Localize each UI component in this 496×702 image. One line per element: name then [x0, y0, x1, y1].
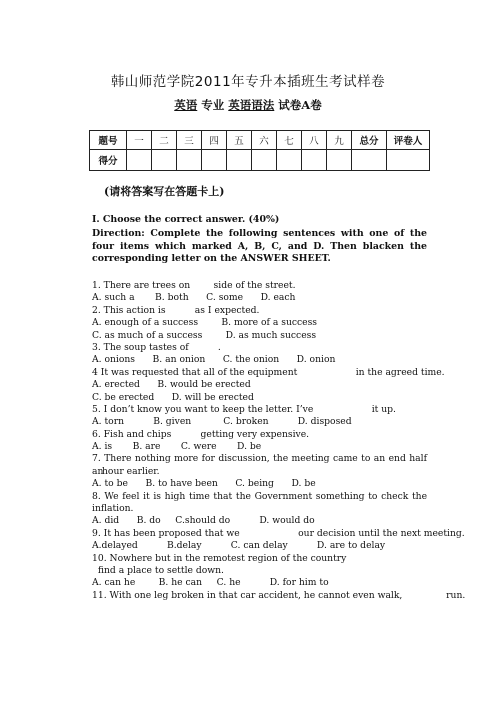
score-blank-cell: [352, 150, 387, 171]
answer-sheet-note: (请将答案写在答题卡上): [104, 185, 225, 198]
score-blank-cell: [387, 150, 430, 171]
score-blank-cell: [177, 150, 202, 171]
score-blank-cell: [302, 150, 327, 171]
score-blank-cell: [152, 150, 177, 171]
subtitle-major: 英语: [174, 98, 198, 112]
question-line: 5. I don’t know you want to keep the letter. I’ve it up.: [92, 403, 396, 415]
subtitle-major-suffix: 专业: [197, 98, 229, 112]
score-cell-q7: 七: [277, 131, 302, 150]
score-cell-q3: 三: [177, 131, 202, 150]
score-cell-q6: 六: [252, 131, 277, 150]
question-continuation: hour earlier.: [102, 465, 160, 477]
question-continuation: find a place to settle down.: [92, 564, 224, 576]
question-continuation: inflation.: [92, 503, 134, 515]
question-line: 3. The soup tastes of .: [92, 341, 221, 353]
question-line: 9. It has been proposed that we our decision until the next meeting.: [92, 527, 465, 539]
section-direction: Direction: Complete the following sentences with one of the four items which marked A, B, C, and D. Then blacken the corresponding letter on the ANSWER SHEET.: [92, 228, 427, 265]
option-line: A. erected B. would be erected: [92, 379, 251, 391]
score-cell-q8: 八: [302, 131, 327, 150]
option-line: A. onions B. an onion C. the onion D. onion: [92, 354, 336, 366]
score-cell-grader: 评卷人: [387, 131, 430, 150]
option-line: A.delayed B.delay C. can delay D. are to delay: [92, 540, 386, 552]
option-line: A. did B. do C.should do D. would do: [92, 515, 315, 527]
question-line: 10. Nowhere but in the remotest region of the country: [92, 552, 347, 564]
score-blank-cell: [127, 150, 152, 171]
subtitle-course: 英语语法: [228, 98, 275, 112]
score-blank-cell: [327, 150, 352, 171]
option-line: C. be erected D. will be erected: [92, 391, 254, 403]
score-cell-total: 总分: [352, 131, 387, 150]
question-line: 4 It was requested that all of the equipment in the agreed time.: [92, 366, 445, 378]
question-line: 11. With one leg broken in that car accident, he cannot even walk, run.: [92, 589, 466, 601]
score-table-score-row: [90, 150, 430, 171]
option-line: A. is B. are C. were D. be: [92, 441, 262, 453]
score-table-header-row: [90, 131, 430, 150]
option-line: A. can he B. he can C. he D. for him to: [92, 577, 329, 589]
option-line: A. enough of a success B. more of a success: [92, 317, 318, 329]
question-line: 7. There nothing more for discussion, the meeting came to an end half an: [92, 453, 427, 477]
score-cell-label: 题号: [90, 131, 127, 150]
score-cell-q9: 九: [327, 131, 352, 150]
option-line: A. to be B. to have been C. being D. be: [92, 478, 316, 490]
option-line: A. torn B. given C. broken D. disposed: [92, 416, 352, 428]
section-heading: I. Choose the correct answer. (40%): [92, 214, 280, 225]
score-cell-q5: 五: [227, 131, 252, 150]
score-cell-q2: 二: [152, 131, 177, 150]
question-line: 1. There are trees on side of the street.: [92, 280, 296, 291]
score-row-label: 得分: [90, 150, 127, 171]
score-blank-cell: [252, 150, 277, 171]
score-table: [89, 130, 430, 171]
score-cell-q1: 一: [127, 131, 152, 150]
score-blank-cell: [277, 150, 302, 171]
option-line: C. as much of a success D. as much success: [92, 329, 317, 341]
score-blank-cell: [202, 150, 227, 171]
exam-subtitle: [0, 97, 496, 113]
question-line: 6. Fish and chips getting very expensive.: [92, 428, 310, 440]
option-line: A. such a B. both C. some D. each: [92, 292, 296, 304]
question-line: 2. This action is as I expected.: [92, 304, 260, 316]
question-line: 8. We feel it is high time that the Government something to check the: [92, 490, 427, 502]
subtitle-paper: 试卷A卷: [274, 98, 322, 112]
score-blank-cell: [227, 150, 252, 171]
score-cell-q4: 四: [202, 131, 227, 150]
exam-title: 韩山师范学院2011年专升本插班生考试样卷: [110, 74, 386, 90]
question-list: [92, 280, 466, 602]
